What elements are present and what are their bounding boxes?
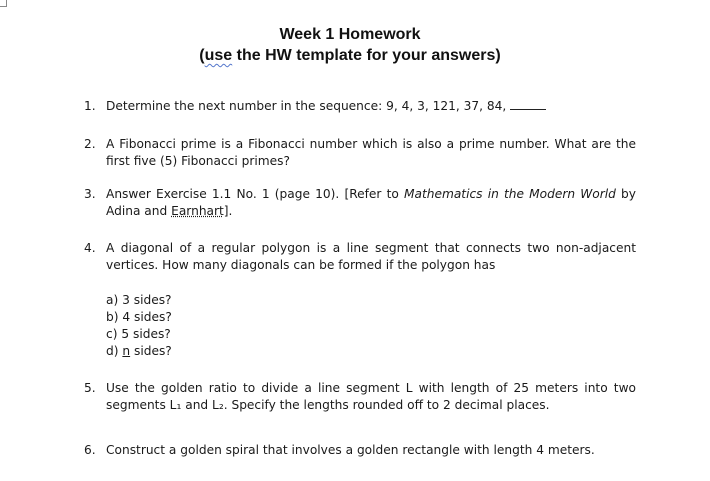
answer-blank [510,99,546,110]
question-3 [84,186,636,220]
question-text: Determine the next number in the sequence: 9, 4, 3, 121, 37, 84, [106,99,511,113]
page-corner-mark [0,0,7,7]
question-number: 1. [84,99,96,113]
question-text: A Fibonacci prime is a Fibonacci number which is also a prime number. What are the first five (5) Fibonacci primes? [106,137,636,168]
page-subtitle: (use the HW template for your answers) [199,47,501,64]
question-1 [84,98,636,115]
question-text: Construct a golden spiral that involves a golden rectangle with length 4 meters. [106,443,595,457]
option-c: c) 5 sides? [106,327,171,341]
question-5 [84,380,636,414]
page-title: Week 1 Homework [279,26,421,43]
question-6 [84,442,636,459]
question-number: 3. [84,187,96,201]
question-text: Answer Exercise 1.1 No. 1 (page 10). [Refer to Mathematics in the Modern World by Adina and Earnhart]. [106,187,636,218]
question-number: 4. [84,241,96,255]
n-variable: n [122,344,131,358]
option-d: d) n sides? [106,344,172,358]
question-number: 6. [84,443,96,457]
question-4 [84,240,636,274]
option-b: b) 4 sides? [106,310,172,324]
question-text: A diagonal of a regular polygon is a line segment that connects two non-adjacent vertices. How many diagonals can be formed if the polygon has [106,241,636,272]
question-text: Use the golden ratio to divide a line segment L with length of 25 meters into two segments L₁ and L₂. Specify the lengths rounded off to 2 decimal places. [106,381,636,412]
question-2 [84,136,636,170]
option-a: a) 3 sides? [106,293,172,307]
subtitle-use-word: use [204,47,233,64]
author-name: Earnhart [171,204,224,218]
question-number: 2. [84,137,96,151]
question-number: 5. [84,381,96,395]
book-title: Mathematics in the Modern World [403,187,616,201]
